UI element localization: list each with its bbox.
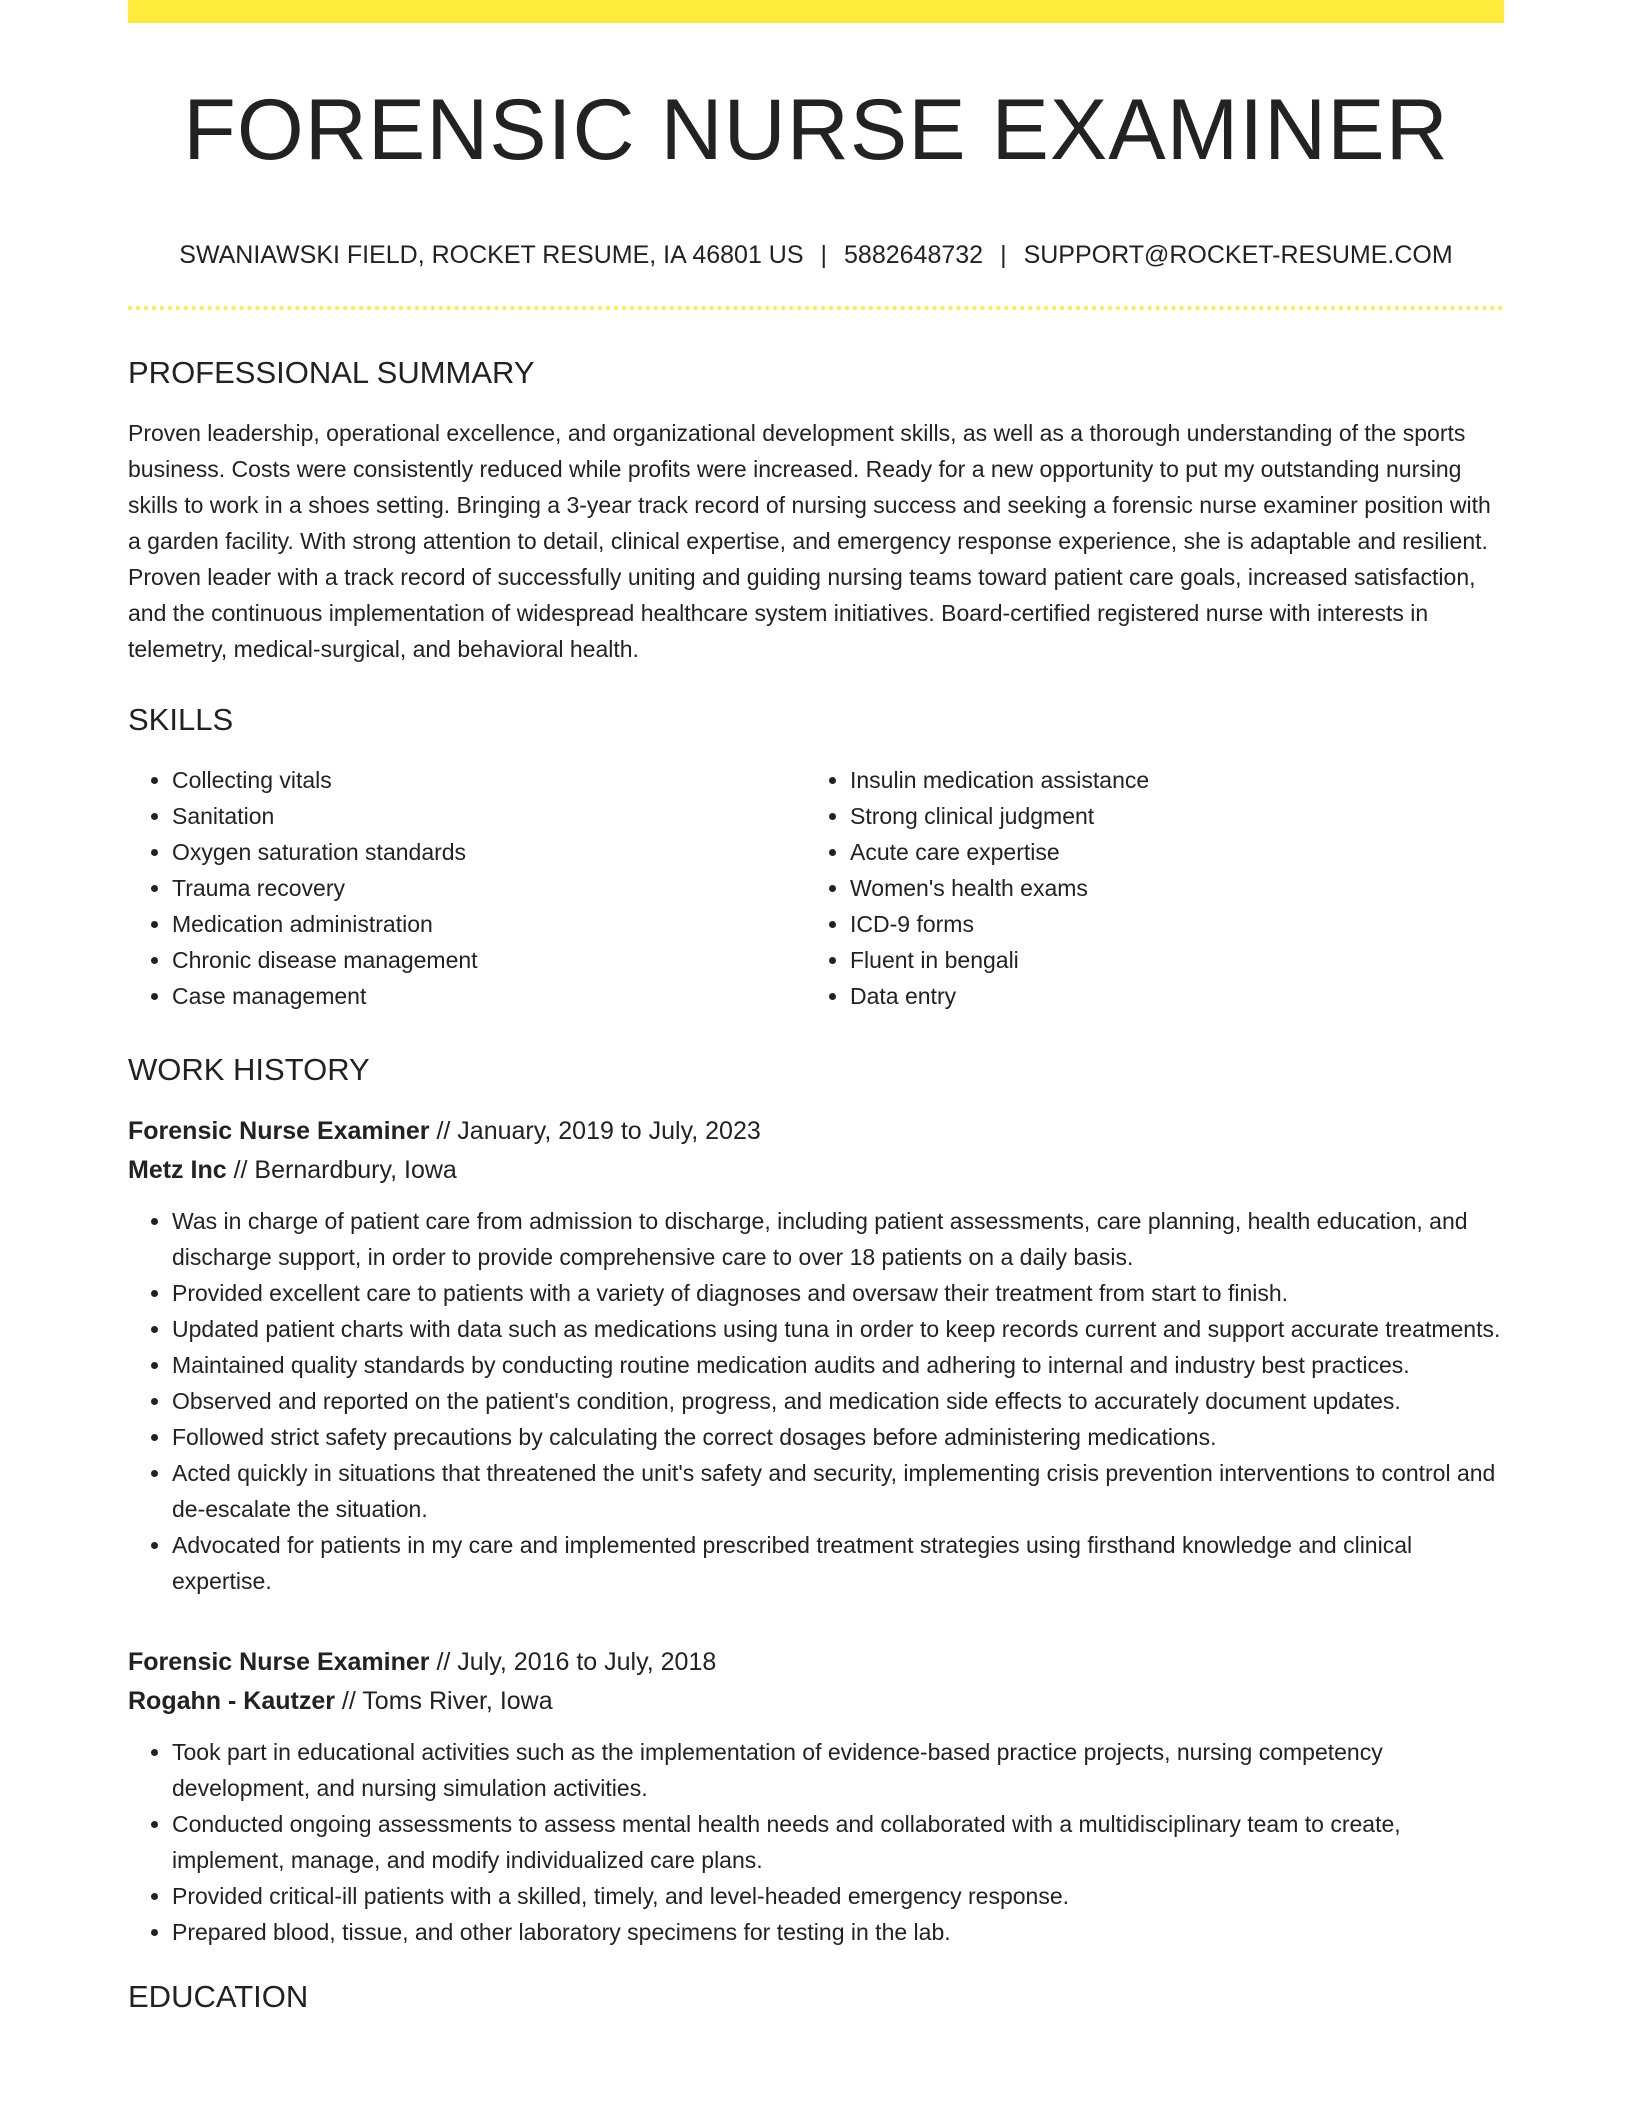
summary-heading: PROFESSIONAL SUMMARY xyxy=(128,354,535,390)
skill-item: • Medication administration xyxy=(172,906,806,942)
duty-item: • Conducted ongoing assessments to assess mental health needs and collaborated with a multidisciplinary team to create, implement, manage, and modify individualized care plans. xyxy=(172,1806,1504,1878)
job-entry xyxy=(128,1112,1504,1599)
job-title: Forensic Nurse Examiner xyxy=(128,1117,430,1146)
job-company: Metz Inc xyxy=(128,1156,227,1185)
skill-item: • Sanitation xyxy=(172,798,806,834)
job-duties xyxy=(128,1203,1504,1599)
skill-item: • Oxygen saturation standards xyxy=(172,834,806,870)
contact-email[interactable]: SUPPORT@ROCKET-RESUME.COM xyxy=(1023,240,1453,269)
contact-separator: | xyxy=(1000,240,1007,269)
resume-page xyxy=(128,0,1504,2015)
skill-item: • Acute care expertise xyxy=(850,834,1484,870)
job-location: // Toms River, Iowa xyxy=(341,1687,553,1716)
duty-item: • Took part in educational activities such as the implementation of evidence-based practice projects, nursing competency development, and nursing simulation activities. xyxy=(172,1734,1504,1806)
job-dates: // July, 2016 to July, 2018 xyxy=(436,1648,717,1677)
dotted-divider xyxy=(128,306,1504,310)
duty-item: • Was in charge of patient care from admission to discharge, including patient assessments, care planning, health education, and discharge support, in order to provide comprehensive care to over 18 patients on a daily basis. xyxy=(172,1203,1504,1275)
duty-item: • Maintained quality standards by conducting routine medication audits and adhering to internal and industry best practices. xyxy=(172,1347,1504,1383)
job-company-line xyxy=(128,1151,1504,1190)
job-duties xyxy=(128,1734,1504,1950)
duty-item: • Provided excellent care to patients with a variety of diagnoses and oversaw their treatment from start to finish. xyxy=(172,1275,1504,1311)
work-history-heading: WORK HISTORY xyxy=(128,1051,370,1087)
contact-address: SWANIAWSKI FIELD, ROCKET RESUME, IA 46801 US xyxy=(179,240,804,269)
skill-item: • Case management xyxy=(172,978,806,1014)
skill-item: • Chronic disease management xyxy=(172,942,806,978)
job-title-line xyxy=(128,1643,1504,1682)
skill-item: • ICD-9 forms xyxy=(850,906,1484,942)
duty-item: • Updated patient charts with data such as medications using tuna in order to keep records current and support accurate treatments. xyxy=(172,1311,1504,1347)
duty-item: • Followed strict safety precautions by calculating the correct dosages before administering medications. xyxy=(172,1419,1504,1455)
job-company: Rogahn - Kautzer xyxy=(128,1687,335,1716)
contact-line xyxy=(128,240,1504,270)
skill-item: • Women's health exams xyxy=(850,870,1484,906)
job-location: // Bernardbury, Iowa xyxy=(233,1156,457,1185)
skill-item: • Strong clinical judgment xyxy=(850,798,1484,834)
skill-item: • Trauma recovery xyxy=(172,870,806,906)
job-company-line xyxy=(128,1682,1504,1721)
duty-item: • Prepared blood, tissue, and other laboratory specimens for testing in the lab. xyxy=(172,1914,1504,1950)
duty-item: • Advocated for patients in my care and implemented prescribed treatment strategies using firsthand knowledge and clinical expertise. xyxy=(172,1527,1504,1599)
skills-heading: SKILLS xyxy=(128,701,234,737)
skill-item: • Fluent in bengali xyxy=(850,942,1484,978)
job-entry xyxy=(128,1643,1504,1950)
job-title-line xyxy=(128,1112,1504,1151)
education-heading: EDUCATION xyxy=(128,1979,309,2015)
job-dates: // January, 2019 to July, 2023 xyxy=(436,1117,761,1146)
contact-separator: | xyxy=(820,240,828,269)
summary-text: Proven leadership, operational excellence, and organizational development skills, as well as a thorough understanding of the sports business. Costs were consistently reduced while profits were increased. Ready for a new opportunity to put my outstanding nursing skills to work in a shoes setting. Bringing a 3-year track record of nursing success and seeking a forensic nurse examiner position with a garden facility. With strong attention to detail, clinical expertise, and emergency response experience, she is adaptable and resilient. Proven leader with a track record of successfully uniting and guiding nursing teams toward patient care goals, increased satisfaction, and the continuous implementation of widespread healthcare system initiatives. Board-certified registered nurse with interests in telemetry, medical-surgical, and behavioral health. xyxy=(128,419,1491,662)
duty-item: • Observed and reported on the patient's condition, progress, and medication side effects to accurately document updates. xyxy=(172,1383,1504,1419)
skills-list xyxy=(128,762,1504,1014)
duty-item: • Acted quickly in situations that threatened the unit's safety and security, implementing crisis prevention interventions to control and de-escalate the situation. xyxy=(172,1455,1504,1527)
duty-item: • Provided critical-ill patients with a skilled, timely, and level-headed emergency response. xyxy=(172,1878,1504,1914)
contact-phone: 5882648732 xyxy=(844,240,984,269)
skills-column-right xyxy=(806,762,1484,1014)
job-title: Forensic Nurse Examiner xyxy=(128,1648,430,1677)
resume-name: FORENSIC NURSE EXAMINER xyxy=(183,82,1449,178)
accent-bar xyxy=(128,0,1504,23)
skills-column-left xyxy=(128,762,806,1014)
skill-item: • Insulin medication assistance xyxy=(850,762,1484,798)
skill-item: • Collecting vitals xyxy=(172,762,806,798)
skill-item: • Data entry xyxy=(850,978,1484,1014)
